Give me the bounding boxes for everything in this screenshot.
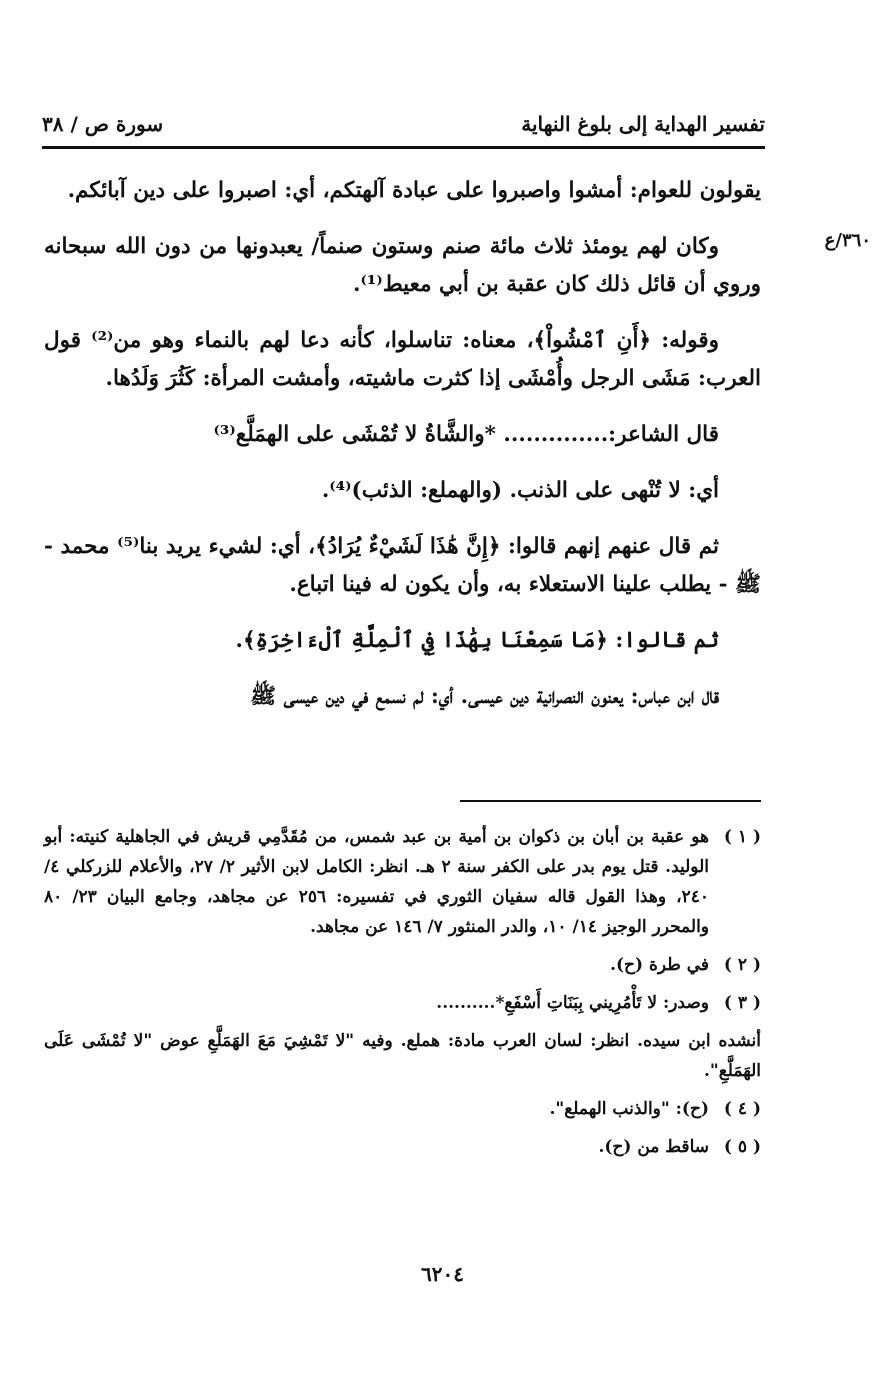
footnote-number: ( ٣ ) [723,993,761,1013]
running-header [42,112,765,144]
footnote-text: وصدر: لا تَأْمُرِيني بِبَنَاتِ أَسْفَعِ*.......... [436,993,709,1013]
footnote-number: ( ٢ ) [723,955,761,975]
book-title: تفسير الهداية إلى بلوغ النهاية [521,112,765,136]
footnote [44,1094,761,1124]
paragraph: ثم قالوا: ﴿مَا سَمِعْنَا بِهَٰذَا فِي ٱلْمِلَّةِ ٱلْءَاخِرَةِ﴾. [235,628,719,653]
paragraph: ثم قال عنهم إنهم قالوا: ﴿إِنَّ هَٰذَا لَشَيْءٌ يُرَادُ﴾، أي: لشيء يريد بنا⁽⁵⁾ محمد - ﷺ - يطلب علينا الاستعلاء به، وأن يكون له فينا اتباع. [44,534,761,597]
main-text [44,172,761,734]
footnote-number: ( ١ ) [723,827,761,847]
paragraph: أي: لا تُنْهى على الذنب. (والهملع: الذئب)⁽⁴⁾. [321,478,719,503]
footnote-continuation [44,1026,761,1086]
footnote-rule [460,800,761,802]
header-rule [42,146,765,149]
paragraph: وكان لهم يومئذ ثلاث مائة صنم وستون صنماً/ يعبدونها من دون الله سبحانه وروي أن قائل ذلك كان عقبة بن أبي معيط⁽¹⁾. [44,234,761,297]
footnotes [44,822,761,1170]
footnote [44,1132,761,1162]
footnote [44,988,761,1018]
footnote-text: هو عقبة بن أبان بن ذكوان بن أمية بن عبد شمس، من مُقَدَّمِي قريش في الجاهلية كنيته: أبو الوليد. قتل يوم بدر على الكفر سنة ٢ هـ. انظر: الكامل لابن الأثير ٢/ ٢٧، والأعلام للزركلي ٤/ ٢٤٠، وهذا القول قاله سفيان الثوري في تفسيره: ٢٥٦ عن مجاهد، وجامع البيان ٢٣/ ٨٠ والمحرر الوجيز ١٤/ ١٠، والدر المنثور ٧/ ١٤٦ عن مجاهد. [44,827,709,937]
footnote-text: ساقط من (ح). [598,1137,709,1157]
footnote-text: (ح): "والذنب الهملع". [549,1099,709,1119]
manuscript-folio-note: ٣٦٠/ع [824,230,871,251]
poetry-line: قال الشاعر:.............. *والشَّاةُ لا تُمْشَى على الهمَلَّع⁽³⁾ [213,422,719,447]
paragraph: يقولون للعوام: أمشوا واصبروا على عبادة آلهتكم، أي: اصبروا على دين آبائكم. [67,178,761,203]
surah-page-reference: سورة ص / ٣٨ [42,112,164,136]
footnote-text: في طرة (ح). [610,955,709,975]
page-number: ٦٢٠٤ [421,1262,464,1286]
footnote-text: أنشده ابن سيده. انظر: لسان العرب مادة: هملع. وفيه "لا تَمْشِيَ مَعَ الهَمَلَّعِ عوض "لا تُمْشَى عَلَى الهَمَلَّعِ". [44,1031,761,1081]
footnote [44,950,761,980]
paragraph: وقوله: ﴿أَنِ ٱمْشُواْ﴾، معناه: تناسلوا، كأنه دعا لهم بالنماء وهو من⁽²⁾ قول العرب: مَشَى الرجل وأُمْشَى إذا كثرت ماشيته، وأمشت المرأة: كَثُرَ وَلَدُها. [44,328,761,391]
footnote [44,822,761,942]
footnote-number: ( ٥ ) [723,1137,761,1157]
footnote-number: ( ٤ ) [723,1099,761,1119]
paragraph: قال ابن عباس: يعنون النصرانية دين عيسى. أي: لم نسمع في دين عيسى ﷺ [250,684,719,709]
